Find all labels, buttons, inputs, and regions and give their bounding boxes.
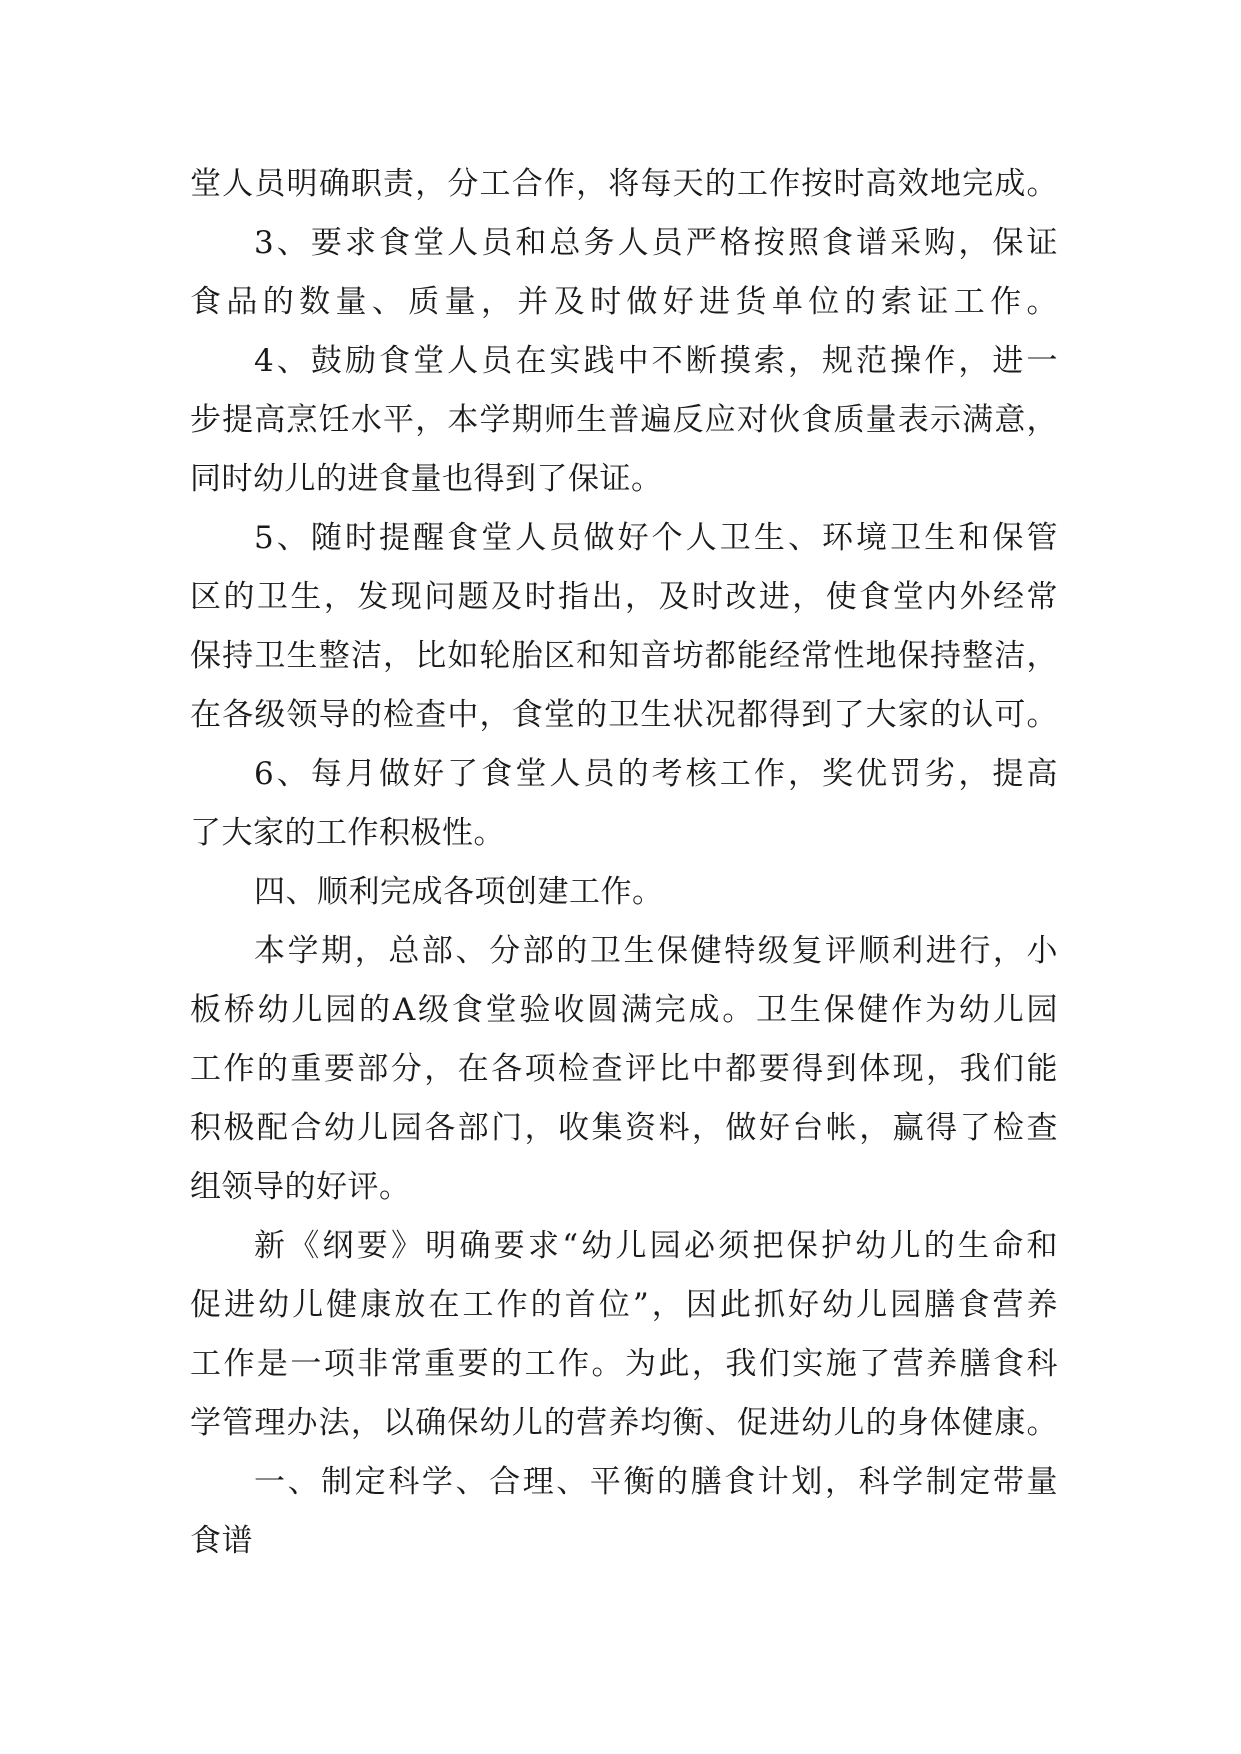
text-line: 食品的数量、质量，并及时做好进货单位的索证工作。 <box>190 284 1058 320</box>
text-line: 了大家的工作积极性。 <box>190 815 505 851</box>
text-line: 板桥幼儿园的A级食堂验收圆满完成。卫生保健作为幼儿园 <box>190 992 1058 1028</box>
text-line: 区的卫生，发现问题及时指出，及时改进，使食堂内外经常 <box>190 579 1058 615</box>
text-line: 促进幼儿健康放在工作的首位”，因此抓好幼儿园膳食营养 <box>190 1287 1058 1323</box>
text-line: 组领导的好评。 <box>190 1169 411 1205</box>
text-line: 6、每月做好了食堂人员的考核工作，奖优罚劣，提高 <box>254 756 1058 792</box>
text-line: 工作是一项非常重要的工作。为此，我们实施了营养膳食科 <box>190 1346 1058 1382</box>
text-line: 同时幼儿的进食量也得到了保证。 <box>190 461 663 497</box>
text-line: 在各级领导的检查中，食堂的卫生状况都得到了大家的认可。 <box>190 697 1058 733</box>
text-line: 积极配合幼儿园各部门，收集资料，做好台帐，赢得了检查 <box>190 1110 1058 1146</box>
text-line: 新《纲要》明确要求“幼儿园必须把保护幼儿的生命和 <box>254 1228 1058 1264</box>
text-line: 工作的重要部分，在各项检查评比中都要得到体现，我们能 <box>190 1051 1058 1087</box>
text-line: 学管理办法，以确保幼儿的营养均衡、促进幼儿的身体健康。 <box>190 1405 1058 1441</box>
text-line: 5、随时提醒食堂人员做好个人卫生、环境卫生和保管 <box>254 520 1058 556</box>
text-line: 保持卫生整洁，比如轮胎区和知音坊都能经常性地保持整洁， <box>190 638 1058 674</box>
text-line: 4、鼓励食堂人员在实践中不断摸索，规范操作，进一 <box>254 343 1058 379</box>
text-line: 步提高烹饪水平，本学期师生普遍反应对伙食质量表示满意， <box>190 402 1058 438</box>
text-line: 堂人员明确职责，分工合作，将每天的工作按时高效地完成。 <box>190 166 1058 202</box>
text-line: 食谱 <box>190 1523 253 1559</box>
text-line: 本学期，总部、分部的卫生保健特级复评顺利进行，小 <box>254 933 1058 969</box>
text-line: 3、要求食堂人员和总务人员严格按照食谱采购，保证 <box>254 225 1058 261</box>
section-heading: 四、顺利完成各项创建工作。 <box>254 874 664 910</box>
section-heading: 一、制定科学、合理、平衡的膳食计划，科学制定带量 <box>254 1464 1058 1500</box>
document-body <box>190 155 1058 1571</box>
